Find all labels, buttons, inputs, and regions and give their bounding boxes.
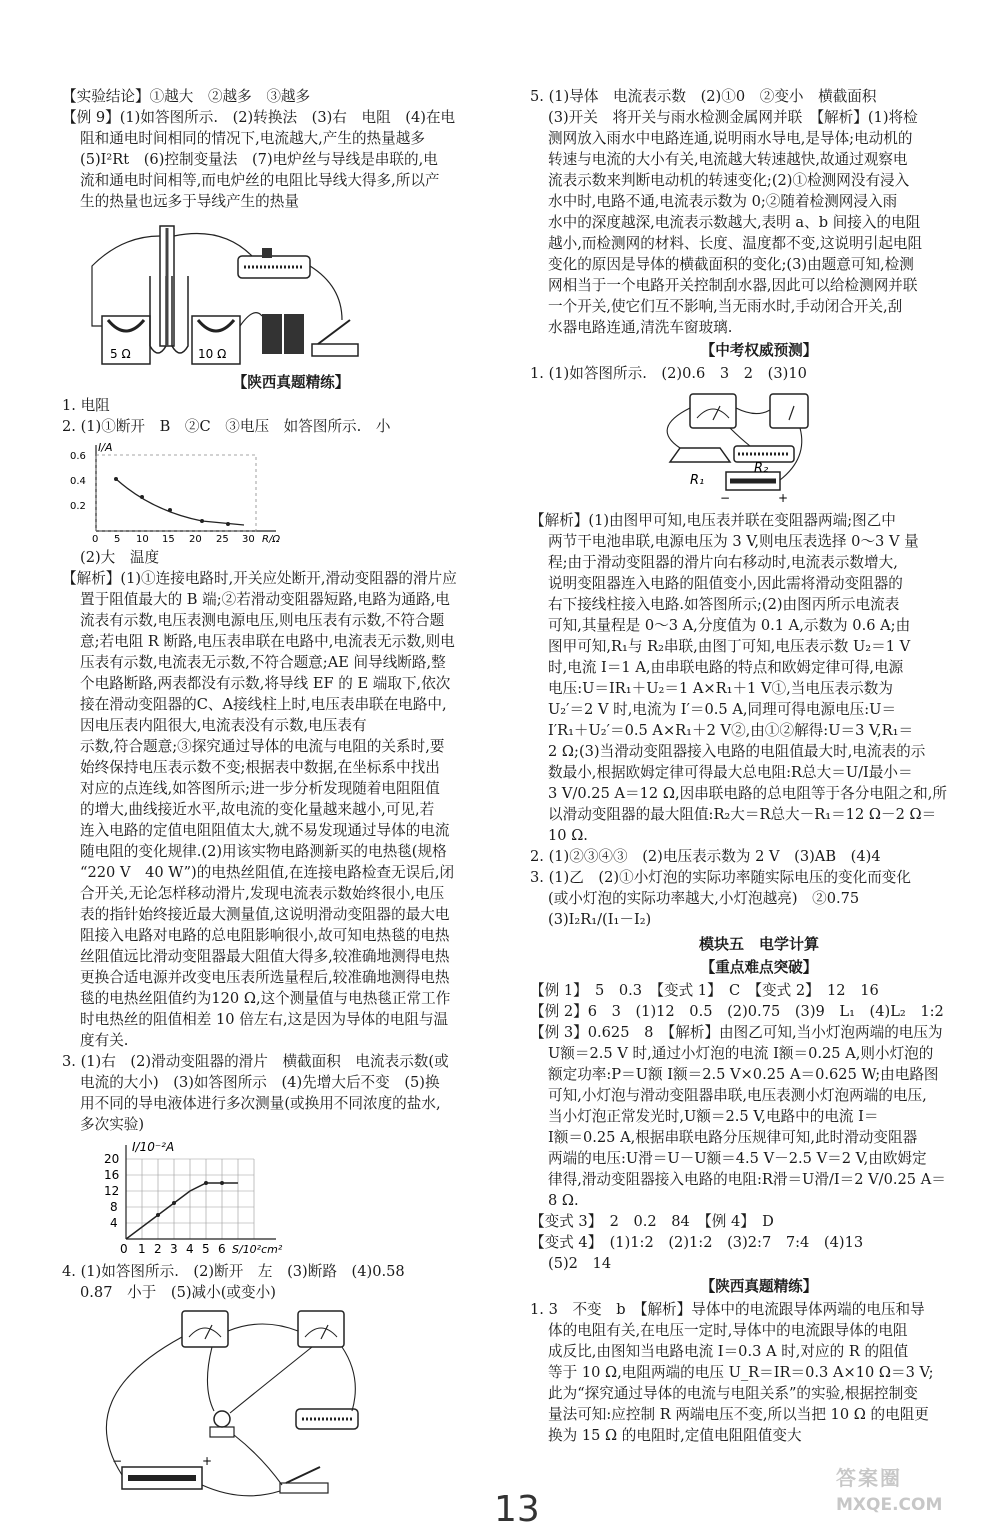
- forecast-1: 1. (1)如答图所示. (2)0.6 3 2 (3)10: [530, 365, 807, 382]
- rheostat-slider: [262, 248, 272, 258]
- watermark-url: MXQE.COM: [836, 1495, 943, 1515]
- forecast-1-explanation-4: 说明变阻器连入电路的阻值变小,因此需将滑动变阻器的: [548, 575, 903, 592]
- shaanxi-1-line-7: 换为 15 Ω 的电阻时,定值电阻阻值变大: [548, 1427, 802, 1444]
- example-9-line-5: 生的热量也远多于导线产生的热量: [80, 193, 299, 210]
- experiment-conclusion: 【实验结论】①越大 ②越多 ③越多: [62, 88, 311, 105]
- ammeter-2-needle: [789, 406, 794, 420]
- joule-heating-apparatus-figure: [62, 216, 520, 368]
- data-point: [172, 1201, 176, 1205]
- x-axis-label: R/Ω: [262, 534, 280, 543]
- x-tick: 1: [138, 1242, 146, 1256]
- wire-g: [202, 1485, 280, 1496]
- answer-4-line-2: 0.87 小于 (5)减小(或变小): [80, 1284, 276, 1301]
- answer-2-explanation-11: 对应的点连线,如答图所示;进一步分析发现随着电阻阻值: [80, 780, 440, 797]
- resistor-r1-block: [670, 448, 730, 462]
- current-curve: [116, 479, 244, 525]
- answer-2-part-1: 2. (1)①断开 B ②C ③电压 如答图所示. 小: [62, 418, 391, 435]
- current-resistance-svg: [62, 441, 292, 543]
- example-3-line-8: 律得,滑动变阻器接入电路的电阻:R滑＝U滑/I＝2 V/0.25 A＝: [548, 1171, 946, 1188]
- forecast-2: 2. (1)②③④③ (2)电压表示数为 2 V (3)AB (4)4: [530, 848, 881, 865]
- answer-2-explanation-21: 毯的电热丝阻值约为120 Ω,这个测量值与电热毯正常工作: [80, 990, 451, 1007]
- answer-2-explanation-4: 意;若电阻 R 断路,电压表串联在电路中,电流表无示数,则电: [80, 633, 455, 650]
- example-3-line-6: I额＝0.25 A,根据串联电路分压规律可知,此时滑动变阻器: [548, 1129, 918, 1146]
- x-tick: 4: [186, 1242, 194, 1256]
- answer-2-explanation-16: 合开关,无论怎样移动滑片,发现电流表示数始终很小,电压: [80, 885, 445, 902]
- answer-1: 1. 电阻: [62, 397, 110, 414]
- answer-3-line-3: 用不同的导电液体进行多次测量(或换用不同浓度的盐水,: [80, 1095, 441, 1112]
- meter-circuit-figure: [62, 1307, 520, 1507]
- site-watermark: [836, 1462, 996, 1532]
- variant-3: 【变式 3】 2 0.2 84 【例 4】 D: [530, 1213, 774, 1230]
- data-point: [156, 1213, 160, 1217]
- example-3-line-7: 两端的电压:U滑＝U－U额＝4.5 V－2.5 V＝2 V,由欧姆定: [548, 1150, 927, 1167]
- x-tick: 20: [189, 534, 202, 543]
- graph-frame: [96, 455, 256, 531]
- resistor-10-label: 10 Ω: [198, 347, 227, 361]
- joule-heating-apparatus-svg: [62, 216, 362, 368]
- example-3-line-3: 额定功率:P＝U额 I额＝2.5 V×0.25 A＝0.625 W;由电路图: [548, 1066, 939, 1083]
- current-resistance-graph: [62, 441, 520, 543]
- example-2: 【例 2】6 3 (1)12 0.5 (2)0.75 (3)9 L₁ (4)L₂ 1:2: [530, 1003, 944, 1020]
- module-5-title: 模块五 电学计算: [698, 935, 819, 953]
- x-tick: 3: [170, 1242, 178, 1256]
- wire-4: [240, 313, 262, 326]
- switch-lever: [318, 320, 350, 344]
- shaanxi-1-line-5: 此为“探究通过导体的电流与电阻关系”的实验,根据控制变: [548, 1385, 918, 1402]
- x-tick: 2: [154, 1242, 162, 1256]
- answer-2-explanation-3: 流表有示数,电压表测电源电压,则电压表有示数,不符合题: [80, 612, 445, 629]
- answer-2-explanation-17: 表的指针始终接近最大测量值,这说明滑动变阻器的最大电: [80, 906, 450, 923]
- data-point: [204, 1181, 208, 1185]
- ammeter: [182, 1311, 228, 1347]
- x-tick: 30: [242, 534, 255, 543]
- meter-circuit-svg: [62, 1307, 362, 1507]
- forecast-1-explanation-2: 两节干电池串联,电源电压为 3 V,则电压表选择 0～3 V 量: [548, 533, 919, 550]
- switch-2-lever: [286, 1467, 320, 1483]
- battery-plus: +: [202, 1454, 213, 1468]
- wire-j: [730, 428, 750, 446]
- forecast-1-explanation-14: 3 V/0.25 A＝12 Ω,因串联电路的总电阻等于各分电阻之和,所: [548, 785, 947, 802]
- battery-pack-minus: −: [720, 491, 731, 505]
- y-tick: 0.6: [70, 451, 86, 462]
- example-9-line-3: (5)I²Rt (6)控制变量法 (7)电炉丝与导线是串联的,电: [80, 151, 438, 168]
- answer-5-line-7: 水中的深度越深,电流表示数越大,表明 a、b 间接入的电阻: [548, 214, 921, 231]
- answer-5-line-6: 水中时,电路不通,电流表示数为 0;②随着检测网浸入雨: [548, 193, 898, 210]
- battery-pack-plus: +: [778, 491, 789, 505]
- x-tick: 0: [120, 1242, 128, 1256]
- y-tick: 0.4: [70, 476, 86, 487]
- x-axis-label: S/10²cm²: [232, 1243, 283, 1256]
- forecast-1-explanation-9: 电压:U＝IR₁＋U₂＝1 A×R₁＋1 V①,当电压表示数为: [548, 680, 893, 697]
- answer-2-explanation-13: 连入电路的定值电阻阻值太大,就不易发现通过导体的电流: [80, 822, 450, 839]
- forecast-1-explanation-10: U₂′＝2 V 时,电流为 I′＝0.5 A,同理可得电源电压:U＝: [548, 701, 897, 718]
- forecast-1-explanation-3: 程;由于滑动变阻器的滑片向右移动时,电流表示数增大,: [548, 554, 898, 571]
- y-tick: 12: [104, 1184, 120, 1198]
- battery-1: [262, 314, 282, 354]
- watermark-title: 答案圈: [836, 1466, 902, 1490]
- ammeter-dial: [189, 1328, 221, 1337]
- forecast-3-line-2: (或小灯泡的实际功率越大,小灯泡越亮) ②0.75: [548, 890, 860, 907]
- forecast-1-explanation-11: I′R₁＋U₂′＝0.5 A×R₁＋2 V②,由①②解得:U＝3 V,R₁＝: [548, 722, 914, 739]
- forecast-1-explanation-7: 图甲可知,R₁与 R₂串联,由图丁可知,电压表示数 U₂＝1 V: [548, 638, 911, 655]
- answer-5-line-9: 变化的原因是导体的横截面积的变化;(3)由题意可知,检测: [548, 256, 914, 273]
- data-point: [114, 477, 118, 481]
- u-tube-1: [150, 276, 166, 353]
- voltmeter-2-dial: [697, 409, 729, 418]
- coil-left: [108, 320, 144, 331]
- answer-2-explanation-19: 丝阻值远比滑动变阻器最大阻值大得多,较准确地测得电热: [80, 948, 450, 965]
- x-tick: 5: [202, 1242, 210, 1256]
- section-shaanxi-exam-2: 【陕西真题精练】: [700, 1278, 818, 1295]
- forecast-1-explanation-6: 可知,其量程是 0～3 A,分度值为 0.1 A,示数为 0.6 A;由: [548, 617, 911, 634]
- example-9-line-2: 阻和通电时间相同的情况下,电流越大,产生的热量越多: [80, 130, 425, 147]
- answer-2-explanation-8: 因电压表内阻很大,电流表没有示数,电压表有: [80, 717, 367, 734]
- example-3-line-5: 当小灯泡正常发光时,U额＝2.5 V,电路中的电流 I＝: [548, 1108, 879, 1125]
- current-area-graph: [62, 1139, 520, 1257]
- data-point: [200, 519, 204, 523]
- x-tick: 15: [162, 534, 175, 543]
- data-point: [168, 508, 172, 512]
- section-forecast: 【中考权威预测】: [700, 342, 818, 359]
- voltmeter-dial: [305, 1328, 337, 1337]
- answer-5-line-12: 水器电路连通,清洗车窗玻璃.: [548, 319, 733, 336]
- left-column: [62, 86, 520, 1511]
- answer-4-line-1: 4. (1)如答图所示. (2)断开 左 (3)断路 (4)0.58: [62, 1263, 405, 1280]
- answer-2-explanation-20: 更换合适电源并改变电压表所选量程后,较准确地测得电热: [80, 969, 450, 986]
- example-3-line-2: U额＝2.5 V 时,通过小灯泡的电流 I额＝0.25 A,则小灯泡的: [548, 1045, 934, 1062]
- forecast-3-line-3: (3)I₂R₁/(I₁－I₂): [548, 911, 652, 928]
- answer-5-line-11: 一个开关,使它们互不影响,当无雨水时,手动闭合开关,刮: [548, 298, 903, 315]
- section-key-points: 【重点难点突破】: [700, 959, 818, 976]
- example-3-line-9: 8 Ω.: [548, 1192, 579, 1209]
- answer-5-line-4: 转速与电流的大小有关,电流越大转速越快,故通过观察电: [548, 151, 908, 168]
- variant-4-line-1: 【变式 4】 (1)1:2 (2)1:2 (3)2:7 7:4 (4)13: [530, 1234, 864, 1251]
- ammeter-needle: [205, 1325, 212, 1339]
- wire-e: [342, 1347, 355, 1411]
- forecast-1-explanation-8: 时,电流 I＝1 A,由串联电路的特点和欧姆定律可得,电源: [548, 659, 904, 676]
- grid-lines: [126, 1159, 254, 1239]
- answer-5-line-8: 越小,而检测网的材料、长度、温度都不变,这说明引起电阻: [548, 235, 923, 252]
- example-3-line-1: 【例 3】0.625 8 【解析】由图乙可知,当小灯泡两端的电压为: [530, 1024, 943, 1041]
- answer-3-line-4: 多次实验): [80, 1116, 145, 1133]
- forecast-1-explanation-16: 10 Ω.: [548, 827, 588, 844]
- voltmeter: [298, 1311, 344, 1347]
- wire-2: [174, 234, 252, 257]
- handwritten-page-number: 13: [494, 1489, 540, 1530]
- right-column: [530, 86, 988, 1446]
- data-point: [226, 522, 230, 526]
- wire-f: [234, 1435, 282, 1485]
- answer-2-explanation-23: 度有关.: [80, 1032, 129, 1049]
- x-tick: 6: [218, 1242, 226, 1256]
- y-axis-label: I/A: [98, 441, 113, 454]
- answer-2-explanation-22: 时电热丝的阻值相差 10 倍左右,这是因为导体的电阻与温: [80, 1011, 449, 1028]
- bulb-base: [210, 1427, 234, 1437]
- example-1: 【例 1】 5 0.3 【变式 1】 C 【变式 2】 12 16: [530, 982, 879, 999]
- y-tick: 8: [110, 1200, 118, 1214]
- shaanxi-1-line-3: 成反比,由图知当电路电流 I＝0.3 A 时,对应的 R 的阻值: [548, 1343, 909, 1360]
- y-tick: 0.2: [70, 501, 86, 512]
- switch-2-base: [280, 1483, 328, 1493]
- data-point: [220, 1181, 224, 1185]
- current-area-svg: [62, 1139, 302, 1257]
- wire-b: [228, 1324, 298, 1331]
- answer-2-explanation-2: 置于阻值最大的 B 端;②若滑动变阻器短路,电路为通路,电: [80, 591, 450, 608]
- answer-2-explanation-6: 个电路断路,两表都没有示数,将导线 EF 的 E 端取下,依次: [80, 675, 451, 692]
- x-tick: 0: [92, 534, 99, 543]
- shaanxi-1-line-1: 1. 3 不变 b 【解析】导体中的电流跟导体两端的电压和导: [530, 1301, 925, 1318]
- data-point: [140, 495, 144, 499]
- y-tick: 20: [104, 1152, 120, 1166]
- example-9-line-4: 流和通电时间相等,而电炉丝的电阻比导线大得多,所以产: [80, 172, 440, 189]
- answer-2-explanation-18: 阻接入电路对电路的总电阻影响很小,故可知电热毯的电热: [80, 927, 450, 944]
- forecast-1-explanation-13: 数最小,根据欧姆定律可得最大总电阻:R总大＝U/I最小＝: [548, 764, 913, 781]
- x-tick: 5: [114, 534, 121, 543]
- battery-minus: −: [112, 1454, 123, 1468]
- answer-2-explanation-12: 的增大,曲线接近水平,故电流的变化量越来越小,可见,若: [80, 801, 435, 818]
- voltmeter-2-needle: [713, 406, 720, 420]
- wire-d: [230, 1347, 312, 1413]
- resistor-r2-label: R₂: [754, 461, 769, 476]
- voltmeter-circuit-svg: [530, 388, 810, 506]
- resistor-5-label: 5 Ω: [110, 347, 131, 361]
- answer-3-line-2: 电流的大小) (3)如答图所示 (4)先增大后不变 (5)换: [80, 1074, 440, 1091]
- ammeter-2: [770, 394, 808, 428]
- answer-2-explanation-7: 接在滑动变阻器的C、A接线柱上时,电压表串联在电路中,: [80, 696, 447, 713]
- answer-2-explanation-1: 【解析】(1)①连接电路时,开关应处断开,滑动变阻器的滑片应: [62, 570, 457, 587]
- battery-2: [284, 314, 304, 354]
- answer-2-part-2: (2)大 温度: [80, 549, 160, 566]
- answer-2-explanation-14: 随电阻的变化规律.(2)用该实物电路测新买的电热毯(规格: [80, 843, 447, 860]
- resistor-r1-label: R₁: [690, 473, 705, 488]
- answer-5-line-3: 测网放入雨水中电路连通,说明雨水导电,是导体;电动机的: [548, 130, 913, 147]
- y-tick: 16: [104, 1168, 120, 1182]
- y-axis-label: I/10⁻²A: [132, 1140, 175, 1154]
- shaanxi-1-line-2: 体的电阻有关,在电压一定时,导体中的电流跟导体的电阻: [548, 1322, 908, 1339]
- answer-2-explanation-9: 示数,符合题意;③探究通过导体的电流与电阻的关系时,要: [80, 738, 445, 755]
- answer-5-line-5: 流表示数来判断电动机的转速变化;(2)①检测网没有浸入: [548, 172, 910, 189]
- section-shaanxi-exam: 【陕西真题精练】: [232, 374, 350, 391]
- answer-5-line-2: (3)开关 将开关与雨水检测金属网并联 【解析】(1)将检: [548, 109, 918, 126]
- x-tick: 25: [216, 534, 229, 543]
- answer-3-line-1: 3. (1)右 (2)滑动变阻器的滑片 横截面积 电流表示数(或: [62, 1053, 449, 1070]
- answer-2-explanation-5: 压表有示数,电流表无示数,不符合题意;AE 间导线断路,整: [80, 654, 446, 671]
- answer-5-line-10: 网相当于一个电路开关控制刮水器,因此可以给检测网并联: [548, 277, 918, 294]
- answer-2-explanation-10: 始终保持电压表示数不变;根据表中数据,在坐标系中找出: [80, 759, 440, 776]
- example-9-line-1: 【例 9】(1)如答图所示. (2)转换法 (3)右 电阻 (4)在电: [62, 109, 456, 126]
- forecast-1-explanation-15: 以滑动变阻器的最大阻值:R₂大＝R总大－R₁＝12 Ω－2 Ω＝: [548, 806, 937, 823]
- wire-h: [667, 408, 690, 448]
- forecast-3-line-1: 3. (1)乙 (2)①小灯泡的实际功率随实际电压的变化而变化: [530, 869, 911, 886]
- forecast-1-explanation-12: 2 Ω;(3)当滑动变阻器接入电路的电阻值最大时,电流表的示: [548, 743, 926, 760]
- voltmeter-2: [690, 394, 736, 428]
- answer-5-line-1: 5. (1)导体 电流表示数 (2)①0 ②变小 横截面积: [530, 88, 877, 105]
- voltmeter-circuit-figure: [530, 388, 988, 506]
- bulb: [214, 1411, 230, 1427]
- voltmeter-needle: [321, 1325, 328, 1339]
- coil-right: [198, 320, 234, 331]
- wire-c: [207, 1347, 214, 1411]
- y-tick: 4: [110, 1216, 118, 1230]
- variant-4-line-2: (5)2 14: [548, 1255, 612, 1272]
- current-line: [126, 1183, 238, 1239]
- x-tick: 10: [136, 534, 149, 543]
- shaanxi-1-line-4: 等于 10 Ω,电阻两端的电压 U_R＝IR＝0.3 A×10 Ω＝3 V;: [548, 1364, 934, 1381]
- shaanxi-1-line-6: 量法可知:应控制 R 两端电压不变,所以当把 10 Ω 的电阻更: [548, 1406, 929, 1423]
- forecast-1-explanation-1: 【解析】(1)由图甲可知,电压表并联在变阻器两端;图乙中: [530, 512, 896, 529]
- answer-2-explanation-15: “220 V 40 W”)的电热丝阻值,在连接电路检查无误后,闭: [80, 864, 455, 881]
- wire-i: [736, 408, 770, 414]
- example-3-line-4: 可知,小灯泡与滑动变阻器串联,电压表测小灯泡两端的电压,: [548, 1087, 927, 1104]
- switch-base: [312, 344, 358, 356]
- forecast-1-explanation-5: 右下接线柱接入电路.如答图所示;(2)由图丙所示电流表: [548, 596, 900, 613]
- wire-3: [310, 266, 342, 320]
